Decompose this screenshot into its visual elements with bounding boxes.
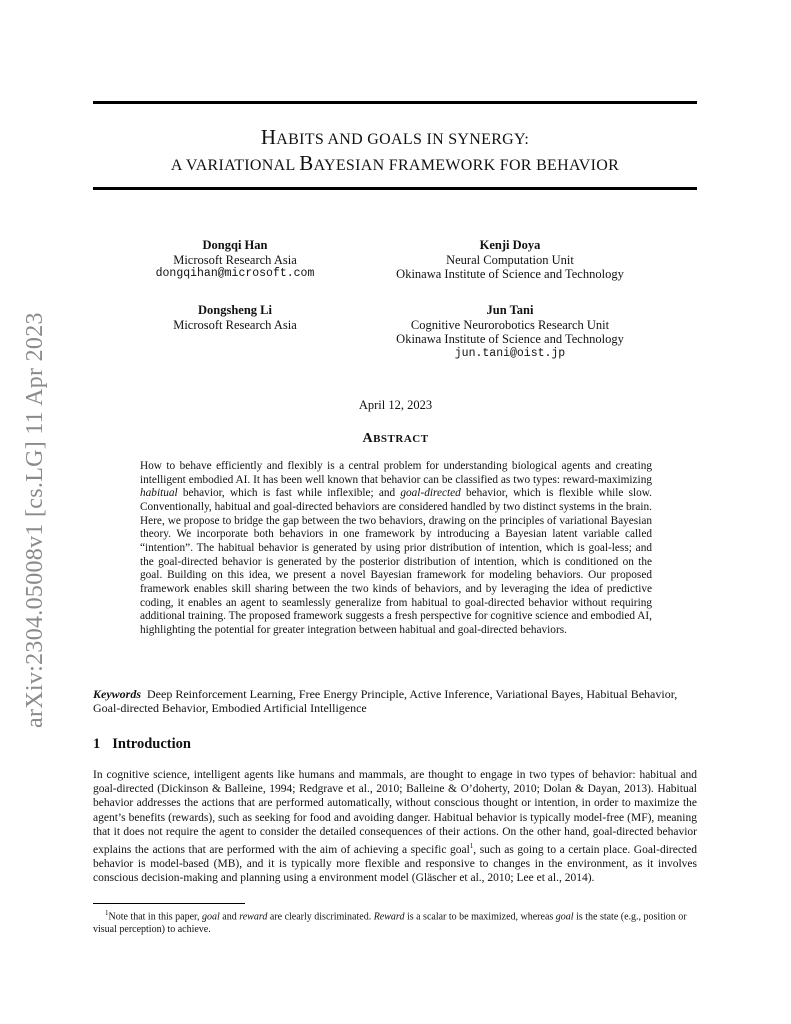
intro-text: In cognitive science, intelligent agents like humans and mammals, are thought to engage in two types of behavior: habitual and goal-directed (Dickinson & Balleine, 1994; Redgrave et al., 2010; Balleine & O’doherty, 2010; Dolan & Dayan, 2013). Habitual behavior addresses the actions that are performed automatically, without conscious thought or intention, in order to maximize the agent’s benefits (rewards), such as seeking for food and avoiding danger. Habitual behavior is typically model-free (MF), meaning that it does not require the agent to consider the detailed consequences of their actions. On the other hand, goal-directed behavior explains the actions that are performed with the aim of achieving a specific goal — [93, 769, 697, 856]
author-email[interactable]: jun.tani@oist.jp — [454, 346, 566, 360]
abstract-text: behavior, which is flexible while slow. Conventionally, habitual and goal-directed behaviors are considered handled by two distinct systems in the brain. Here, we propose to bridge the gap between the two behaviors, drawing on the principles of variational Bayesian theory. We incorporate both behaviors in one framework by introducing a Bayesian latent variable called “intention”. The habitual behavior is generated by using prior distribution of intention, which is goal-less; and the goal-directed behavior is generated by the posterior distribution of intention, which is conditioned on the goal. Building on this idea, we present a novel Bayesian framework for modeling behaviors. Our proposed framework enables skill sharing between the two kinds of behaviors, and by leveraging the idea of predictive coding, it enables an agent to seamlessly generalize from habitual to goal-directed behavior without requiring additional training. The proposed framework suggests a fresh perspective for cognitive science and embodied AI, highlighting the potential for greater integration between habitual and goal-directed behaviors. — [140, 487, 653, 636]
footnote-text: Note that in this paper, — [108, 911, 202, 923]
paper-title-line-2 — [93, 153, 697, 174]
introduction-paragraph — [93, 768, 697, 885]
section-title: Introduction — [112, 736, 191, 752]
footnote-emphasis: Reward — [373, 911, 405, 923]
author-affiliation: Okinawa Institute of Science and Technology — [396, 332, 624, 346]
footnote-marker[interactable]: 1 — [469, 842, 474, 851]
author-email[interactable]: dongqihan@microsoft.com — [155, 267, 315, 280]
section-number: 1 — [93, 736, 101, 752]
author-affiliation: Cognitive Neurorobotics Research Unit — [410, 317, 610, 332]
footnote-text: is a scalar to be maximized, whereas — [404, 911, 556, 923]
title-top-rule — [93, 101, 697, 104]
title-initial: B — [299, 151, 314, 175]
abstract-text: behavior, which is fast while inflexible; and — [177, 487, 401, 500]
author-affiliation: Microsoft Research Asia — [173, 317, 297, 332]
author-affiliation: Microsoft Research Asia — [173, 252, 297, 267]
author-block-doya — [370, 238, 650, 282]
author-block-han — [140, 238, 330, 282]
footnote-text: are clearly discriminated. — [267, 911, 374, 923]
author-name: Dongqi Han — [202, 238, 268, 252]
abstract-heading-initial: A — [362, 431, 374, 446]
author-block-tani — [370, 303, 650, 361]
abstract-body — [140, 460, 652, 638]
author-name: Dongsheng Li — [198, 303, 272, 317]
arxiv-identifier[interactable]: arXiv:2304.05008v1 [cs.LG] 11 Apr 2023 — [22, 312, 48, 728]
author-name: Kenji Doya — [479, 238, 541, 252]
abstract-emphasis: goal-directed — [400, 487, 461, 500]
abstract-heading-text: BSTRACT — [373, 433, 429, 445]
section-heading — [93, 736, 191, 753]
keywords-label: Keywords — [93, 687, 141, 701]
footnote-text: and — [219, 911, 240, 923]
footnote-number: 1 — [105, 909, 109, 917]
abstract-text: How to behave efficiently and flexibly is a central problem for understanding biological agents and creating intelligent embodied AI. It has been well known that behavior can be classified as two types: reward-maximizing — [140, 460, 652, 486]
author-affiliation: Neural Computation Unit — [446, 252, 574, 267]
title-text: AYESIAN FRAMEWORK FOR BEHAVIOR — [313, 157, 620, 174]
abstract-heading — [0, 431, 791, 447]
footnote-rule — [93, 903, 245, 904]
author-name: Jun Tani — [486, 303, 534, 317]
author-affiliation: Okinawa Institute of Science and Technology — [396, 267, 624, 281]
footnote-emphasis: goal — [555, 911, 574, 923]
title-initial: H — [260, 125, 277, 149]
title-text: A VARIATIONAL — [170, 157, 300, 174]
paper-title-line-1 — [93, 127, 697, 148]
footnote-emphasis: goal — [201, 911, 220, 923]
footnote — [93, 907, 697, 936]
title-text: ABITS AND GOALS IN SYNERGY: — [276, 131, 530, 148]
keywords — [93, 687, 697, 715]
publication-date: April 12, 2023 — [358, 398, 433, 412]
abstract-emphasis: habitual — [140, 487, 178, 500]
intro-text: , such as going to a certain place. Goal-directed behavior is model-based (MB), and it is typically more flexible and responsive to changes in the environment, as it involves conscious decision-making and planning using a environment model (Gläscher et al., 2010; Lee et al., 2014). — [93, 843, 697, 885]
keywords-list: Deep Reinforcement Learning, Free Energy Principle, Active Inference, Variational Bayes, Habitual Behavior, Goal-directed Behavior, Embodied Artificial Intelligence — [93, 687, 678, 715]
author-block-li — [140, 303, 330, 332]
footnote-emphasis: reward — [239, 911, 268, 923]
title-bottom-rule — [93, 187, 697, 190]
footnote-text: is the state (e.g., position or visual perception) to achieve. — [93, 911, 687, 935]
